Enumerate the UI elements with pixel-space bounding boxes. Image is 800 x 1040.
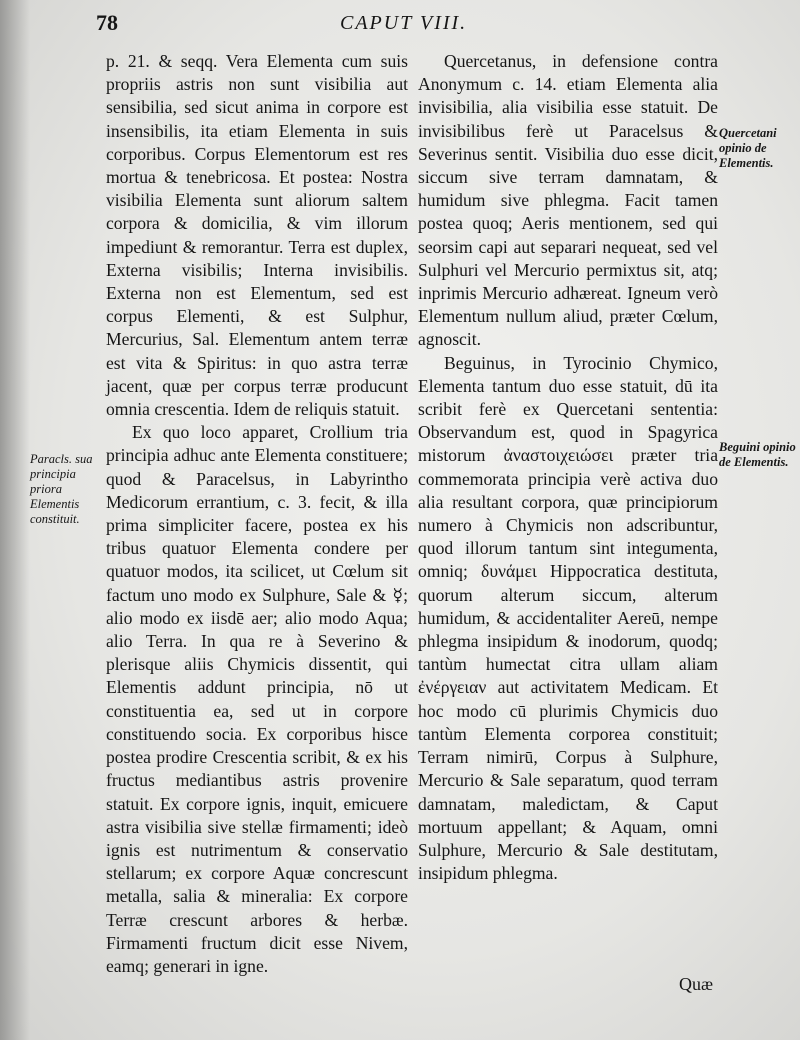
left-column [106, 50, 408, 978]
marginal-note-quercetanus: Quercetani opinio de Elementis. [719, 126, 777, 170]
paragraph-beguinus: Beguinus, in Tyrocinio Chymico, Elementa tantum duo esse statuit, dū ita scribit ferè ex Quercetani sententia: Observandum est, quod in Spagyrica mistorum ἀναστοιχειώσει præter tria commemorata principia verè activa duo alia resultant corpora, quæ principiorum numero à Chymicis non adscribuntur, quod illorum tantum sint integumenta, omniq; δυνάμει Hippocratica destituta, quorum alterum siccum, alterum humidum, & accidentaliter Aereū, nempe phlegma insipidum & inodorum, quodq; tantùm humectat citra ullam aliam ἐνέργειαν aut activitatem Medicam. Et hoc modo cū plurimis Chymicis duo tantùm Elementa corporea constituit; Terram nimirū, Corpus à Sulphure, Mercurio & Sale separatum, quod terram damnatam, maledictam, & Caput mortuum appellant; & Aquam, omni Sulphure, Mercurio & Sale destitutam, insipidum phlegma. [418, 352, 718, 884]
catchword: Quæ [679, 974, 714, 994]
running-head: CAPUT VIII. [340, 12, 468, 34]
marginal-note-beguinus: Beguini opinio de Elementis. [719, 440, 796, 469]
page-header [0, 8, 800, 38]
marginal-note-paracelsus: Paracls. sua principia priora Elementis constituit. [30, 452, 93, 526]
paragraph-quercetanus: Quercetanus, in defensione contra Anonymum c. 14. etiam Elementa alia invisibilia, alia visibilia esse statuit. De invisibilibus ferè ut Paracelsus & Severinus sentit. Visibilia duo esse dicit, siccum sive terram damnatam, & humidum sive phlegma. Facit tamen postea quoq; Aeris mentionem, sed qui seorsim capi aut separari nequeat, sed vel Sulphuri vel Mercurio permixtus sit, atq; inprimis Mercurio adhæreat. Igneum verò Elementum nullum aliud, præter Cœlum, agnoscit. [418, 51, 718, 350]
paragraph-crollius-quote: p. 21. & seqq. Vera Elementa cum suis propriis astris non sunt visibilia aut sensibilia, sed sicut anima in corpore est insensibilis, ita etiam Elementa in suis corporibus. Corpus Elementorum est res mortua & tenebricosa. Et postea: Nostra visibilia Elementa sunt aliorum saltem corpora & domicilia, & vim illorum impediunt & remorantur. Terra est duplex, Externa visibilis; Interna invisibilis. Externa non est Elementum, sed est corpus Elementi, & est Sulphur, Mercurius, Sal. Elementum antem terræ est vita & Spiritus: in quo astra terræ jacent, quæ per corpus terræ producunt omnia crescentia. Idem de reliquis statuit. [106, 51, 408, 420]
gutter-shadow [0, 0, 30, 1040]
page-number: 78 [96, 10, 118, 35]
paragraph-crollius-principia: Ex quo loco apparet, Crollium tria principia adhuc ante Elementa constituere; quod & Paracelsus, in Labyrintho Medicorum errantium, c. 3. fecit, & illa prima simpliciter facere, postea ex his tribus quatuor Elementa condere per quatuor modos, ita scilicet, ut Cœlum sit factum uno modo ex Sulphure, Sale & ☿; alio modo ex iisdē aer; alio modo Aqua; alio Terra. In qua re à Severino & plerisque aliis Chymicis dissentit, qui Elementis addunt principia, nō ut constituentia ea, sed ut in corpore constituendo socia. Ex corporibus hisce postea prodire Crescentia scribit, & ex his fructus mediantibus astris provenire statuit. Ex corpore ignis, inquit, emicuere astra visibilia sive stellæ firmamenti; ideò ignis est nutrimentum & conservatio stellarum; ex corpore Aquæ concrescunt metalla, salia & mineralia: Ex corpore Terræ crescunt arbores & herbæ. Firmamenti fructum dicit esse Nivem, eamq; generari in igne. [106, 422, 408, 976]
right-column [418, 50, 718, 885]
